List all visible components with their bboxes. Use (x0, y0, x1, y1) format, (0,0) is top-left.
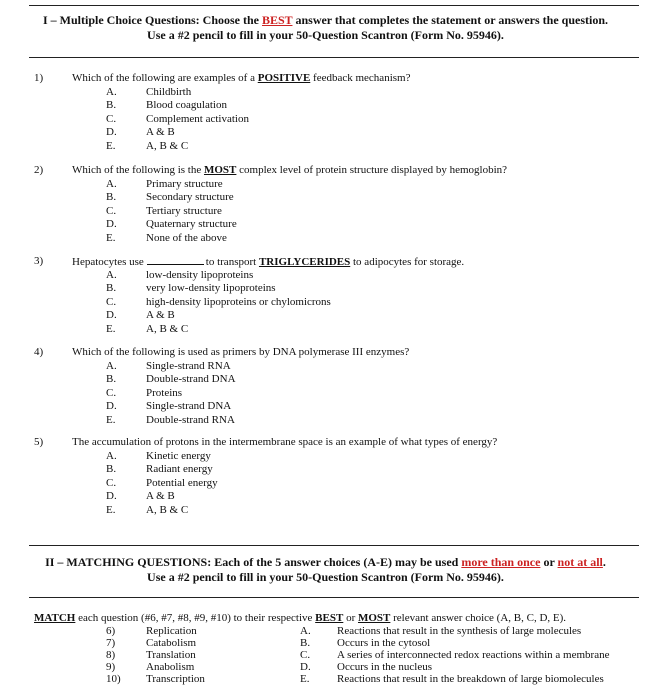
section1-rule (29, 57, 639, 58)
question-number: 2) (34, 164, 44, 176)
option-text: Blood coagulation (146, 99, 227, 111)
match-term: Anabolism (146, 661, 195, 673)
option-text: A, B & C (146, 322, 189, 335)
option-text: Tertiary structure (146, 204, 222, 217)
match-term: Catabolism (146, 637, 197, 649)
option-text: A & B (146, 126, 175, 138)
match-number: 8) (106, 649, 116, 661)
question-stem (72, 72, 410, 86)
section1-title-prefix: I – Multiple Choice Questions: Choose the (43, 13, 262, 27)
option-letter: D. (106, 126, 117, 138)
stem-text: Which of the following is the (72, 164, 204, 176)
section1-title-suffix: answer that completes the statement or answers the question. (292, 13, 608, 27)
section2-title-more-than-once: more than once (461, 555, 541, 569)
stem-text: Which of the following are examples of a (72, 72, 258, 84)
question-stem (72, 164, 507, 178)
match-description: Reactions that result in the breakdown of large biomolecules (337, 673, 604, 685)
answer-blank (147, 255, 204, 265)
option-letter: A. (106, 268, 117, 281)
option-text: Single-strand DNA (146, 400, 232, 412)
option-letter: B. (106, 99, 117, 111)
match-letter: A. (300, 625, 311, 637)
stem-emphasis: POSITIVE (257, 72, 311, 84)
option-letter: C. (106, 386, 117, 399)
option-text: Complement activation (146, 112, 249, 125)
question-number: 4) (34, 346, 44, 358)
option-letter: A. (106, 359, 117, 372)
match-instructions (34, 612, 566, 626)
option-text: very low-density lipoproteins (146, 282, 276, 294)
option-text: Single-strand RNA (146, 359, 231, 372)
question-stem: Which of the following is used as primers by DNA polymerase III enzymes? (72, 346, 410, 358)
match-emphasis: BEST (315, 612, 344, 624)
option-letter: C. (106, 295, 117, 308)
match-row-9 (34, 661, 644, 673)
match-row-10 (34, 673, 644, 685)
stem-text: Hepatocytes use (72, 256, 144, 268)
match-table (34, 625, 644, 685)
match-term: Translation (146, 649, 196, 661)
option-letter: B. (106, 463, 117, 475)
option-text: Potential energy (146, 476, 218, 489)
option-letter: A. (106, 177, 117, 190)
option-letter: D. (106, 309, 117, 321)
option-text: Kinetic energy (146, 449, 211, 462)
section1-title (0, 13, 651, 28)
match-row-7 (34, 637, 644, 649)
match-row-6 (34, 625, 644, 637)
section2-title-end: . (602, 555, 606, 569)
match-letter: C. (300, 649, 311, 661)
option-letter: C. (106, 476, 117, 489)
option-text: Childbirth (146, 85, 192, 98)
option-text: None of the above (146, 231, 227, 244)
question-stem (72, 255, 464, 270)
option-letter: B. (106, 373, 117, 385)
match-term: Transcription (146, 673, 205, 685)
section2-subtitle: Use a #2 pencil to fill in your 50-Question Scantron (Form No. 95946). (147, 570, 504, 584)
section2-title-prefix: II – MATCHING QUESTIONS: Each of the 5 answer choices (A-E) may be used (45, 555, 462, 569)
option-letter: D. (106, 490, 117, 502)
option-text: A & B (146, 309, 175, 321)
stem-text: to adipocytes for storage. (350, 256, 465, 268)
option-letter: E. (106, 503, 116, 516)
section1-subtitle: Use a #2 pencil to fill in your 50-Question Scantron (Form No. 95946). (147, 28, 504, 42)
option-text: Double-strand DNA (146, 373, 236, 385)
option-letter: E. (106, 322, 116, 335)
stem-emphasis: TRIGLYCERIDES (258, 256, 351, 268)
option-text: A, B & C (146, 503, 189, 516)
option-text: Quaternary structure (146, 218, 237, 230)
match-row-8 (34, 649, 644, 661)
section2-title (0, 555, 651, 570)
option-letter: A. (106, 85, 117, 98)
match-letter: B. (300, 637, 311, 649)
match-emphasis: MATCH (34, 612, 76, 624)
match-letter: E. (300, 673, 310, 685)
match-description: Occurs in the cytosol (337, 637, 431, 649)
match-text: or (343, 612, 358, 624)
option-letter: B. (106, 191, 117, 203)
option-text: Double-strand RNA (146, 413, 235, 426)
section2-header (0, 555, 651, 585)
stem-text: feedback mechanism? (310, 72, 411, 84)
section2-title-or: or (540, 555, 558, 569)
match-emphasis: MOST (357, 612, 391, 624)
option-letter: D. (106, 218, 117, 230)
option-letter: A. (106, 449, 117, 462)
question-number: 1) (34, 72, 44, 84)
section2-title-not-at-all: not at all (557, 555, 603, 569)
option-text: Secondary structure (146, 191, 234, 203)
question-number: 3) (34, 255, 44, 267)
question-number: 5) (34, 436, 44, 448)
match-letter: D. (300, 661, 311, 673)
match-text: each question (#6, #7, #8, #9, #10) to their respective (75, 612, 316, 624)
option-text: low-density lipoproteins (146, 268, 254, 281)
section2-rule (29, 597, 639, 598)
match-number: 10) (106, 673, 121, 685)
match-number: 6) (106, 625, 116, 637)
match-text: relevant answer choice (A, B, C, D, E). (390, 612, 567, 624)
option-text: Primary structure (146, 177, 223, 190)
match-description: A series of interconnected redox reactions within a membrane (337, 649, 610, 661)
top-rule (29, 5, 639, 6)
option-letter: E. (106, 413, 116, 426)
option-letter: D. (106, 400, 117, 412)
section1-header (0, 13, 651, 43)
match-term: Replication (146, 625, 197, 637)
match-description: Reactions that result in the synthesis of large molecules (337, 625, 582, 637)
option-text: high-density lipoproteins or chylomicrons (146, 295, 331, 308)
option-text: A, B & C (146, 139, 189, 152)
match-description: Occurs in the nucleus (337, 661, 432, 673)
option-letter: E. (106, 139, 116, 152)
match-number: 7) (106, 637, 116, 649)
option-text: A & B (146, 490, 175, 502)
option-letter: B. (106, 282, 117, 294)
section1-title-best: BEST (262, 13, 293, 27)
option-letter: E. (106, 231, 116, 244)
option-letter: C. (106, 112, 117, 125)
match-number: 9) (106, 661, 116, 673)
option-text: Proteins (146, 386, 183, 399)
stem-emphasis: MOST (203, 164, 237, 176)
stem-text: to transport (205, 256, 259, 268)
section2-top-rule (29, 545, 639, 546)
option-text: Radiant energy (146, 463, 213, 475)
question-stem: The accumulation of protons in the intermembrane space is an example of what types of energy? (72, 436, 498, 448)
option-letter: C. (106, 204, 117, 217)
stem-text: complex level of protein structure displayed by hemoglobin? (236, 164, 508, 176)
